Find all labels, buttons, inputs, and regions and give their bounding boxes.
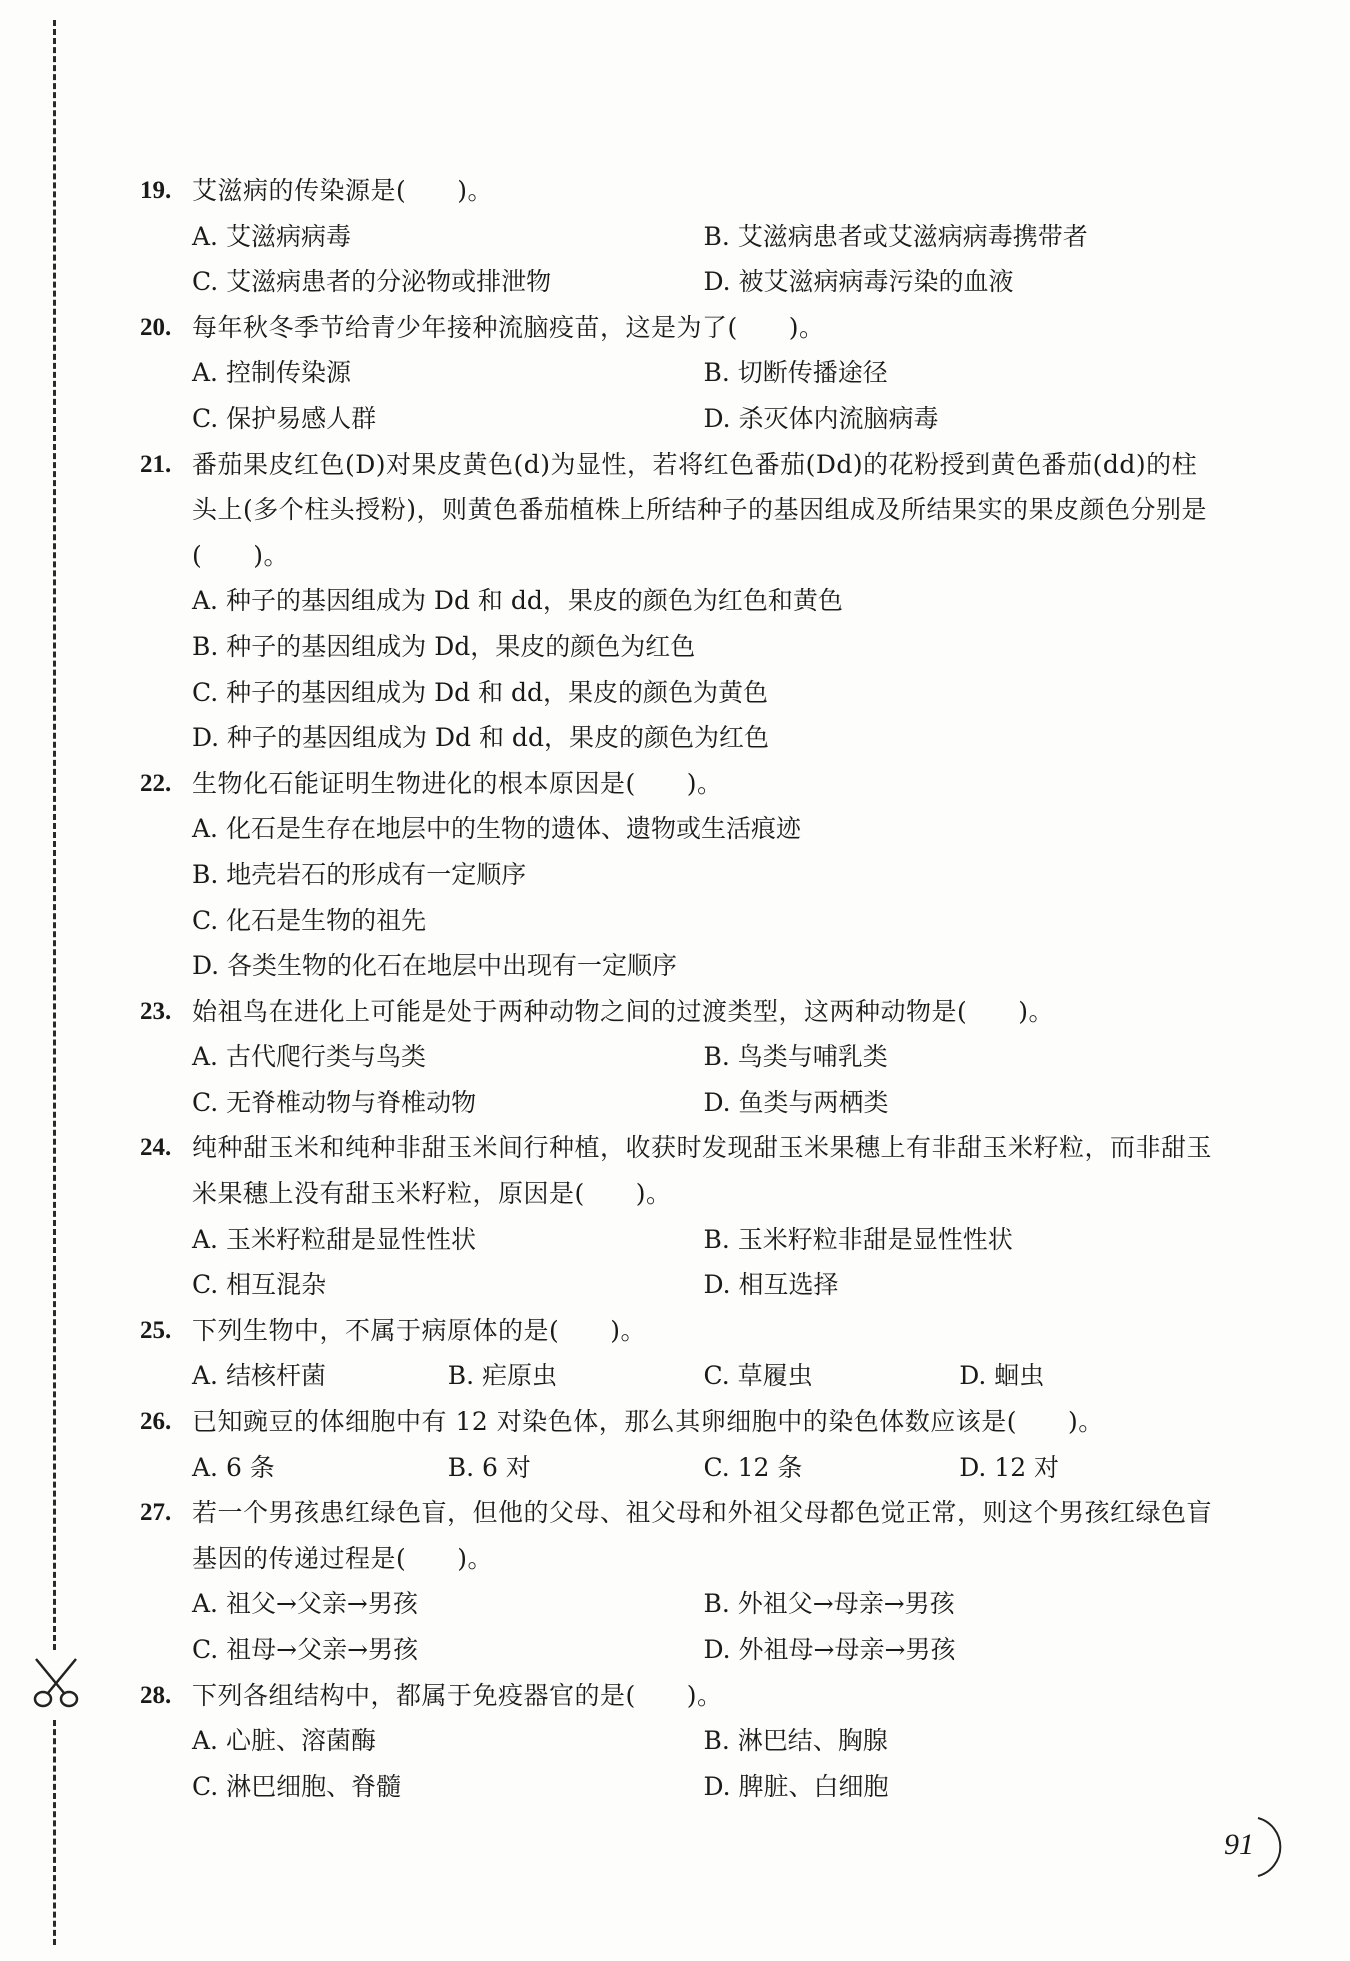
question-27 — [140, 1490, 1215, 1672]
option-A: A. 种子的基因组成为 Dd 和 dd，果皮的颜色为红色和黄色 — [192, 586, 843, 616]
option-B: B. 地壳岩石的形成有一定顺序 — [192, 859, 527, 889]
option-B: B. 艾滋病患者或艾滋病病毒携带者 — [703, 221, 1088, 251]
question-number: 20. — [140, 313, 172, 341]
option-A: A. 祖父→父亲→男孩 — [192, 1589, 418, 1619]
option-list — [192, 1581, 1215, 1672]
option-A: A. 玉米籽粒甜是显性性状 — [192, 1224, 476, 1254]
question-number: 23. — [140, 997, 172, 1025]
option-list — [192, 1353, 1215, 1399]
question-24 — [140, 1125, 1215, 1307]
question-number: 28. — [140, 1681, 172, 1709]
option-C: C. 相互混杂 — [192, 1270, 327, 1300]
option-D: D. 种子的基因组成为 Dd 和 dd，果皮的颜色为红色 — [192, 723, 769, 753]
question-21 — [140, 442, 1215, 761]
option-D: D. 脾脏、白细胞 — [703, 1771, 889, 1801]
option-C: C. 保护易感人群 — [192, 403, 377, 433]
option-B: B. 外祖父→母亲→男孩 — [703, 1589, 955, 1619]
question-26 — [140, 1399, 1215, 1490]
question-23 — [140, 989, 1215, 1126]
option-A: A. 古代爬行类与鸟类 — [192, 1042, 426, 1072]
question-number: 27. — [140, 1499, 172, 1527]
cut-line-upper — [53, 20, 56, 1650]
option-B: B. 淋巴结、胸腺 — [703, 1726, 888, 1756]
option-D: D. 外祖母→母亲→男孩 — [703, 1635, 956, 1664]
option-D: D. 12 对 — [959, 1452, 1060, 1482]
option-A: A. 控制传染源 — [192, 358, 351, 388]
question-22 — [140, 761, 1215, 989]
option-B: B. 鸟类与哺乳类 — [703, 1042, 888, 1072]
option-list — [192, 1034, 1215, 1125]
option-D: D. 鱼类与两栖类 — [703, 1087, 889, 1117]
option-D: D. 杀灭体内流脑病毒 — [703, 403, 939, 433]
option-C: C. 淋巴细胞、脊髓 — [192, 1771, 402, 1801]
option-C: C. 草履虫 — [703, 1361, 813, 1391]
question-19 — [140, 168, 1215, 305]
question-text: 下列各组结构中，都属于免疫器官的是( )。 — [192, 1680, 723, 1710]
question-number: 24. — [140, 1134, 172, 1162]
option-list — [192, 578, 1215, 760]
cut-line-lower — [53, 1720, 56, 1945]
question-text: 下列生物中，不属于病原体的是( )。 — [192, 1315, 647, 1345]
option-D: D. 蛔虫 — [959, 1361, 1045, 1391]
option-D: D. 相互选择 — [703, 1270, 839, 1300]
question-text: 生物化石能证明生物进化的根本原因是( )。 — [192, 768, 723, 798]
page-number-text: 91 — [1224, 1828, 1254, 1861]
question-number: 21. — [140, 450, 172, 478]
question-20 — [140, 305, 1215, 442]
question-text: 已知豌豆的体细胞中有 12 对染色体，那么其卵细胞中的染色体数应该是( )。 — [192, 1407, 1104, 1437]
option-list — [192, 1217, 1215, 1308]
question-25 — [140, 1308, 1215, 1399]
question-text: 若一个男孩患红绿色盲，但他的父母、祖父母和外祖父母都色觉正常，则这个男孩红绿色盲基因的传递过程是( )。 — [192, 1498, 1213, 1573]
question-text: 每年秋冬季节给青少年接种流脑疫苗，这是为了( )。 — [192, 312, 825, 342]
scissors-icon — [28, 1655, 84, 1711]
option-D: D. 被艾滋病病毒污染的血液 — [703, 267, 1014, 297]
option-list — [192, 350, 1215, 441]
option-C: C. 化石是生物的祖先 — [192, 905, 427, 935]
option-C: C. 无脊椎动物与脊椎动物 — [192, 1087, 477, 1117]
option-list — [192, 1445, 1215, 1491]
option-C: C. 种子的基因组成为 Dd 和 dd，果皮的颜色为黄色 — [192, 677, 769, 707]
option-list — [192, 806, 1215, 988]
option-list — [192, 1718, 1215, 1809]
option-B: B. 种子的基因组成为 Dd，果皮的颜色为红色 — [192, 631, 696, 661]
question-text: 始祖鸟在进化上可能是处于两种动物之间的过渡类型，这两种动物是( )。 — [192, 996, 1055, 1026]
option-C: C. 祖母→父亲→男孩 — [192, 1635, 419, 1664]
page-number — [1218, 1812, 1288, 1882]
option-B: B. 6 对 — [447, 1452, 531, 1482]
question-text: 艾滋病的传染源是( )。 — [192, 176, 494, 205]
option-A: A. 6 条 — [192, 1452, 275, 1482]
question-number: 22. — [140, 769, 172, 797]
option-B: B. 切断传播途径 — [703, 358, 888, 388]
option-C: C. 12 条 — [703, 1452, 803, 1482]
option-A: A. 结核杆菌 — [192, 1361, 326, 1391]
option-A: A. 化石是生存在地层中的生物的遗体、遗物或生活痕迹 — [192, 814, 801, 844]
question-28 — [140, 1673, 1215, 1810]
question-number: 19. — [140, 177, 172, 204]
option-C: C. 艾滋病患者的分泌物或排泄物 — [192, 267, 552, 297]
option-A: A. 艾滋病病毒 — [192, 221, 351, 251]
question-text: 番茄果皮红色(D)对果皮黄色(d)为显性，若将红色番茄(Dd)的花粉授到黄色番茄(dd)的柱头上(多个柱头授粉)，则黄色番茄植株上所结种子的基因组成及所结果实的果皮颜色分别是( )。 — [192, 449, 1208, 570]
option-B: B. 疟原虫 — [447, 1361, 558, 1391]
question-number: 26. — [140, 1408, 172, 1436]
option-D: D. 各类生物的化石在地层中出现有一定顺序 — [192, 951, 678, 981]
option-list — [192, 214, 1215, 305]
question-number: 25. — [140, 1316, 172, 1344]
option-B: B. 玉米籽粒非甜是显性性状 — [703, 1224, 1013, 1254]
option-A: A. 心脏、溶菌酶 — [192, 1726, 376, 1756]
question-text: 纯种甜玉米和纯种非甜玉米间行种植，收获时发现甜玉米果穗上有非甜玉米籽粒，而非甜玉米果穗上没有甜玉米籽粒，原因是( )。 — [192, 1133, 1213, 1209]
question-list — [140, 168, 1215, 1809]
